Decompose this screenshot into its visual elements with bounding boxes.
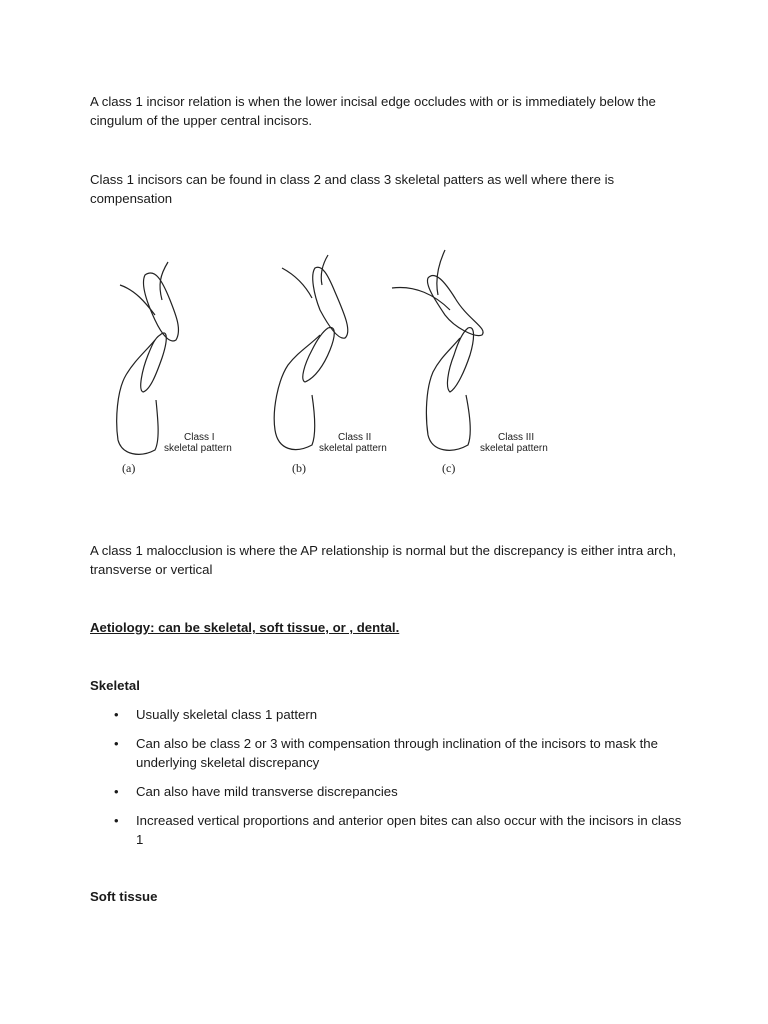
list-item [90, 734, 690, 772]
incisor-diagram-class-3 [392, 250, 548, 475]
caption-class-3-line2: skeletal pattern [480, 443, 548, 454]
caption-class-3-line1: Class III [498, 432, 535, 443]
list-item-text: Can also be class 2 or 3 with compensation through inclination of the incisors to mask the underlying skeletal discrepancy [136, 736, 658, 770]
skeletal-bullet-list [90, 705, 690, 859]
skeletal-pattern-figure [100, 240, 570, 485]
list-item-text: Usually skeletal class 1 pattern [136, 707, 318, 722]
incisor-diagram-class-1 [117, 262, 232, 475]
caption-class-2-line1: Class II [338, 432, 372, 443]
list-item [90, 705, 690, 724]
label-b: (b) [292, 461, 306, 475]
malocclusion-paragraph: A class 1 malocclusion is where the AP relationship is normal but the discrepancy is either intra arch, transverse or vertical [90, 543, 677, 577]
bullet-icon: • [114, 784, 119, 799]
list-item [90, 782, 690, 801]
bullet-icon: • [114, 813, 119, 828]
caption-class-1-line1: Class I [184, 432, 215, 443]
caption-class-1-line2: skeletal pattern [164, 443, 232, 454]
aetiology-heading: Aetiology: can be skeletal, soft tissue, or , dental. [90, 620, 400, 635]
intro-paragraph: A class 1 incisor relation is when the lower incisal edge occludes with or is immediately below the cingulum of the upper central incisors. [90, 94, 656, 128]
label-a: (a) [122, 461, 136, 475]
incisor-diagram-class-2 [274, 255, 387, 475]
caption-class-2-line2: skeletal pattern [319, 443, 387, 454]
compensation-paragraph: Class 1 incisors can be found in class 2 and class 3 skeletal patters as well where there is compensation [90, 172, 615, 206]
skeletal-heading: Skeletal [90, 678, 140, 693]
list-item [90, 811, 690, 849]
list-item-text: Can also have mild transverse discrepancies [136, 784, 398, 799]
soft-tissue-heading: Soft tissue [90, 889, 158, 904]
bullet-icon: • [114, 707, 119, 722]
label-c: (c) [442, 461, 456, 475]
list-item-text: Increased vertical proportions and anterior open bites can also occur with the incisors in class 1 [136, 813, 682, 847]
bullet-icon: • [114, 736, 119, 751]
